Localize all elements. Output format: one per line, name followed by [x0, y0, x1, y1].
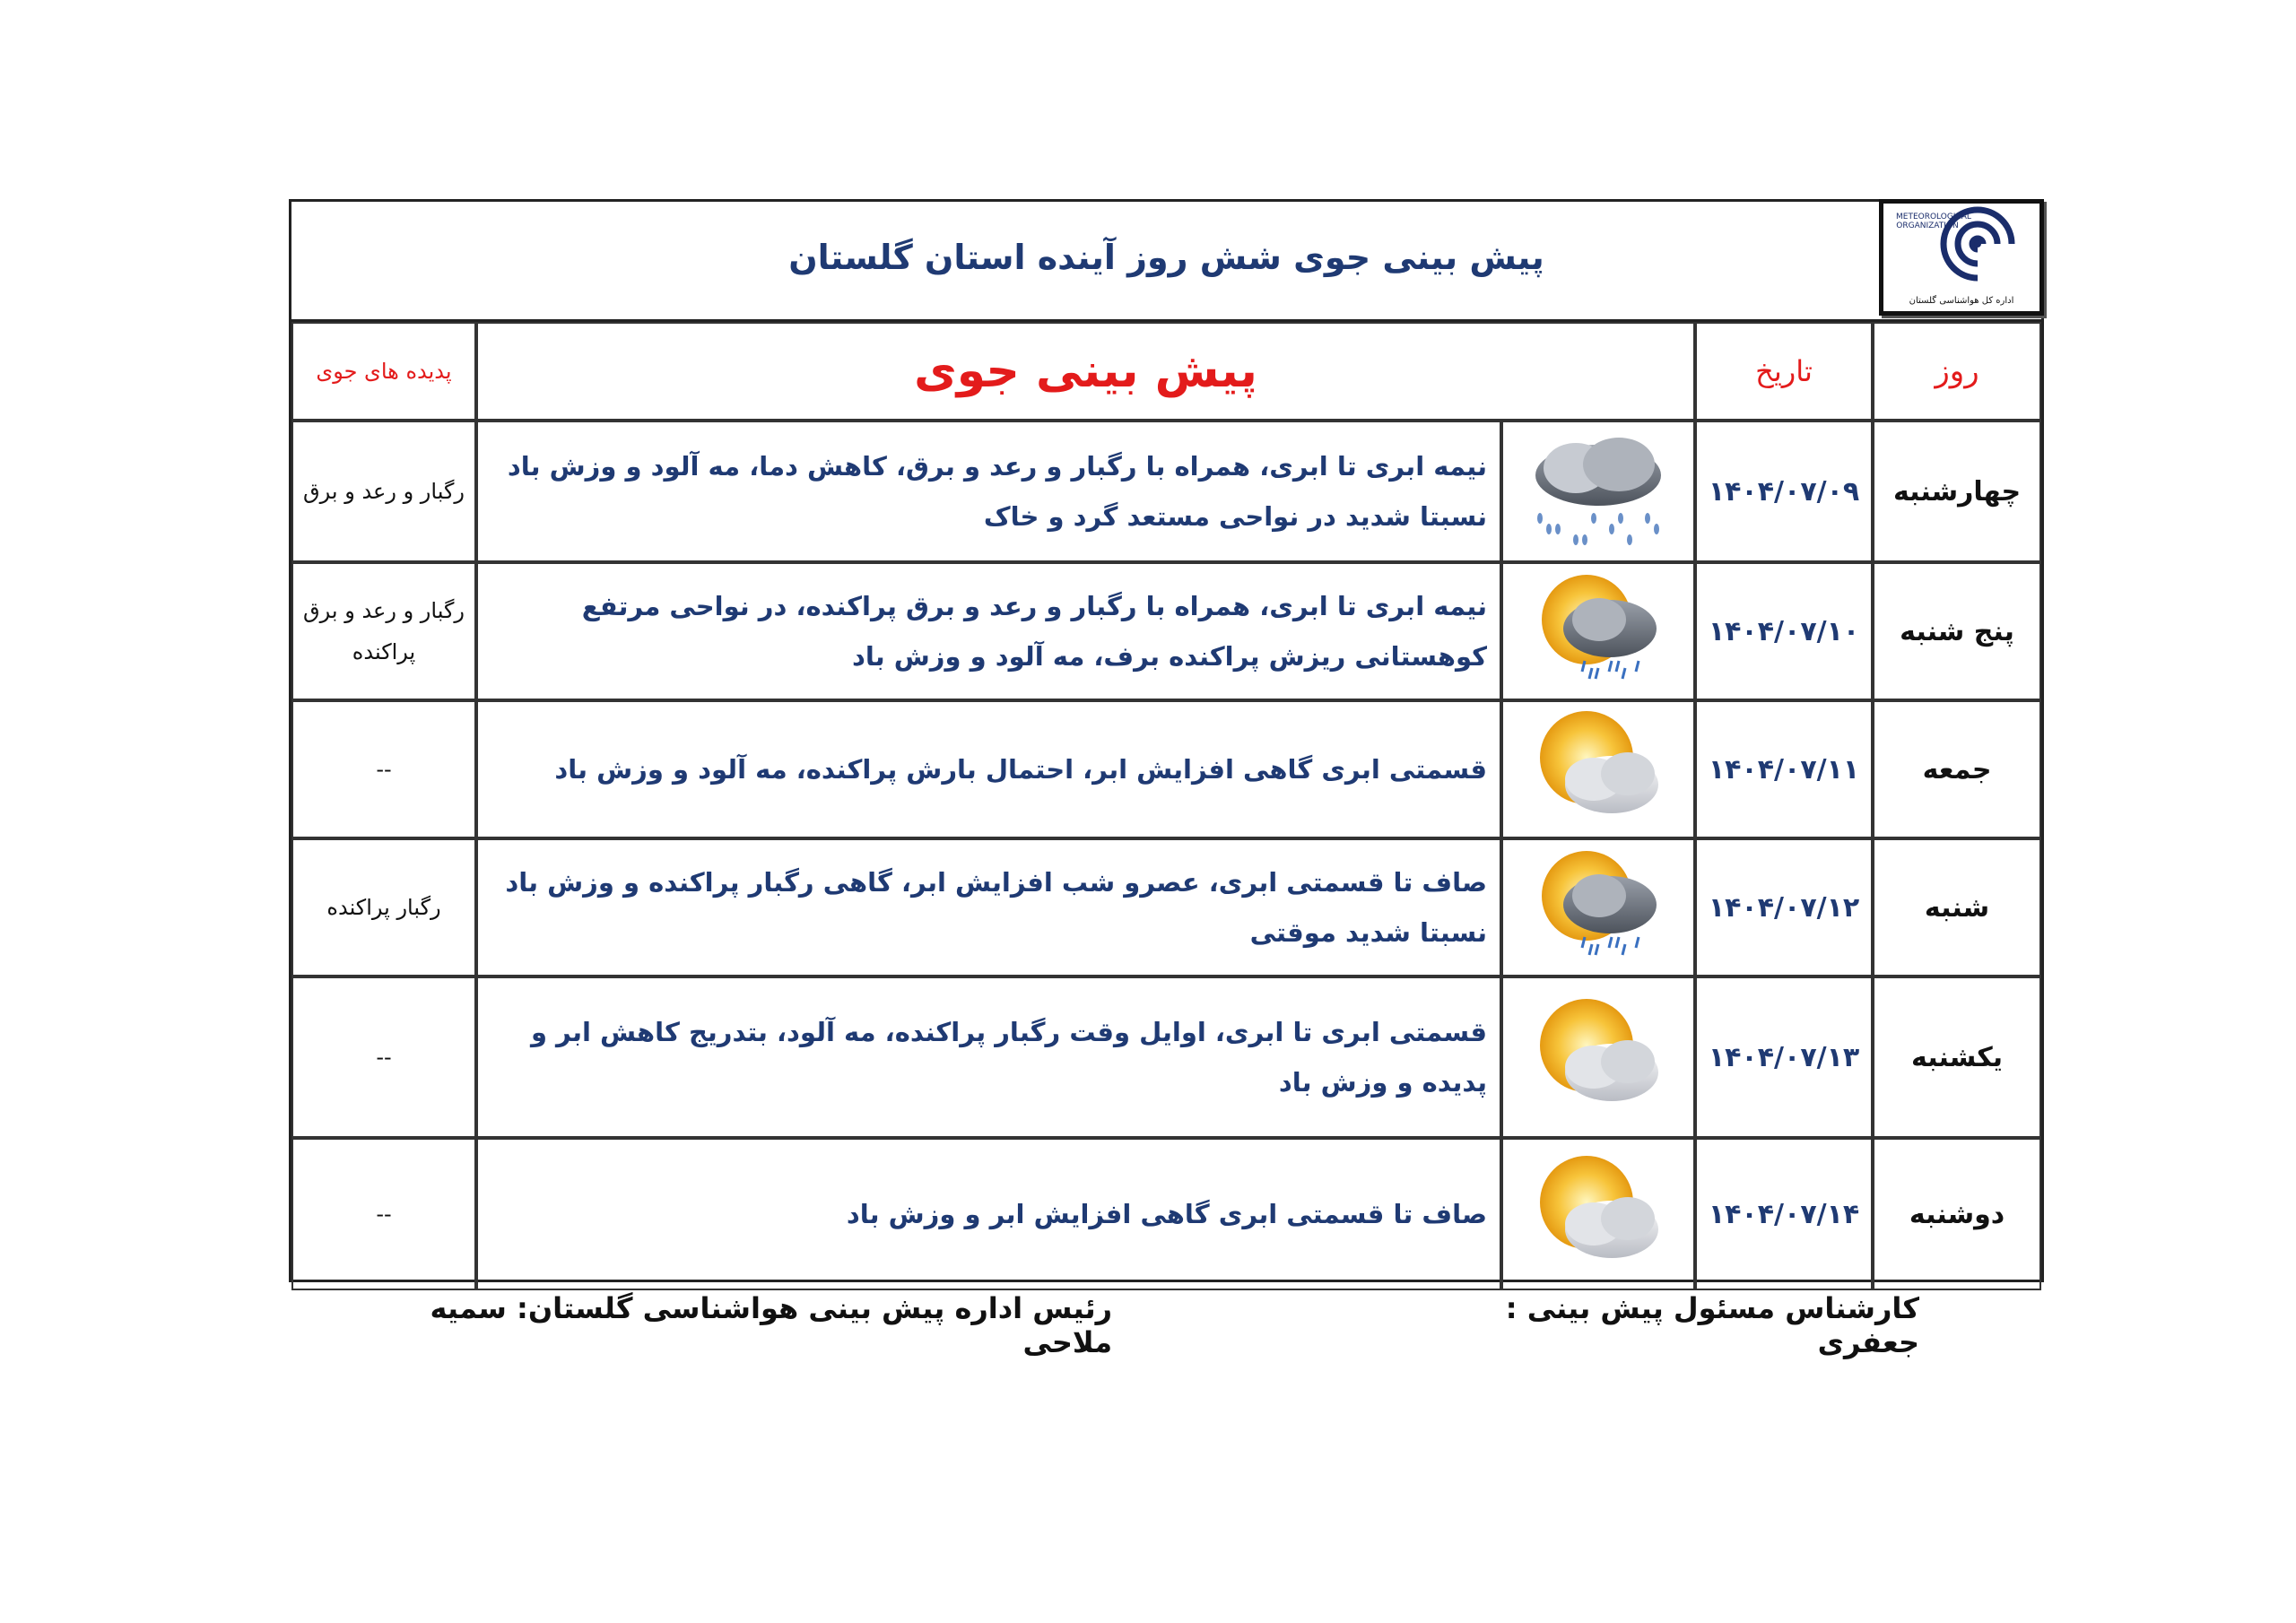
logo-caption: اداره کل هواشناسی گلستان	[1909, 296, 2014, 306]
date-cell: ۱۴۰۴/۰۷/۱۱	[1695, 700, 1873, 838]
date-cell: ۱۴۰۴/۰۷/۱۴	[1695, 1138, 1873, 1290]
phenomena-cell: --	[291, 700, 476, 838]
header-phenomena: پدیده های جوی	[291, 322, 476, 421]
partly-cloudy-icon	[1501, 976, 1695, 1138]
day-cell: چهارشنبه	[1873, 421, 2041, 562]
header-day: روز	[1873, 322, 2041, 421]
phenomena-cell: --	[291, 1138, 476, 1290]
meteorological-organization-logo	[1879, 199, 2044, 316]
date-cell: ۱۴۰۴/۰۷/۱۰	[1695, 562, 1873, 700]
logo-text: METEOROLOGICAL ORGANIZATION	[1896, 213, 1971, 230]
table-row	[291, 838, 2041, 976]
forecast-cell: نیمه ابری تا ابری، همراه با رگبار و رعد و برق، کاهش دما، مه آلود و وزش باد نسبتا شدید در نواحی مستعد گرد و خاک	[476, 421, 1501, 562]
day-cell: پنج شنبه	[1873, 562, 2041, 700]
forecast-cell: قسمتی ابری تا ابری، اوایل وقت رگبار پراکنده، مه آلود، بتدریج کاهش ابر و پدیده و وزش باد	[476, 976, 1501, 1138]
day-cell: جمعه	[1873, 700, 2041, 838]
forecast-cell: صاف تا قسمتی ابری گاهی افزایش ابر و وزش باد	[476, 1138, 1501, 1290]
head-signature: رئیس اداره پیش بینی هواشناسی گلستان: سمیه ملاحی	[430, 1291, 1112, 1359]
day-cell: یکشنبه	[1873, 976, 2041, 1138]
day-cell: شنبه	[1873, 838, 2041, 976]
forecaster-signature: کارشناس مسئول پیش بینی : جعفری	[1505, 1291, 1919, 1359]
day-cell: دوشنبه	[1873, 1138, 2041, 1290]
forecast-cell: نیمه ابری تا ابری، همراه با رگبار و رعد و برق پراکنده، در نواحی مرتفع کوهستانی ریزش پراکنده برف، مه آلود و وزش باد	[476, 562, 1501, 700]
phenomena-cell: --	[291, 976, 476, 1138]
phenomena-cell: رگبار و رعد و برق	[291, 421, 476, 562]
date-cell: ۱۴۰۴/۰۷/۰۹	[1695, 421, 1873, 562]
table-row	[291, 1138, 2041, 1290]
table-header-row	[291, 322, 2041, 421]
table-row	[291, 976, 2041, 1138]
date-cell: ۱۴۰۴/۰۷/۱۲	[1695, 838, 1873, 976]
table-row	[291, 562, 2041, 700]
page-title: پیش بینی جوی شش روز آینده استان گلستان	[788, 238, 1544, 277]
partly-cloudy-icon	[1501, 700, 1695, 838]
sun-rain-cloud-icon	[1501, 562, 1695, 700]
table-row	[291, 700, 2041, 838]
title-row	[291, 202, 2041, 322]
forecast-cell: صاف تا قسمتی ابری، عصرو شب افزایش ابر، گاهی رگبار پراکنده و وزش باد نسبتا شدید موقتی	[476, 838, 1501, 976]
date-cell: ۱۴۰۴/۰۷/۱۳	[1695, 976, 1873, 1138]
rain-cloud-icon	[1501, 421, 1695, 562]
forecast-table	[291, 322, 2041, 1290]
forecast-cell: قسمتی ابری گاهی افزایش ابر، احتمال بارش پراکنده، مه آلود و وزش باد	[476, 700, 1501, 838]
table-row	[291, 421, 2041, 562]
header-forecast: پیش بینی جوی	[476, 322, 1695, 421]
header-date: تاریخ	[1695, 322, 1873, 421]
forecast-document	[289, 199, 2044, 1282]
phenomena-cell: رگبار پراکنده	[291, 838, 476, 976]
sun-rain-cloud-icon	[1501, 838, 1695, 976]
phenomena-cell: رگبار و رعد و برق پراکنده	[291, 562, 476, 700]
partly-cloudy-icon	[1501, 1138, 1695, 1290]
